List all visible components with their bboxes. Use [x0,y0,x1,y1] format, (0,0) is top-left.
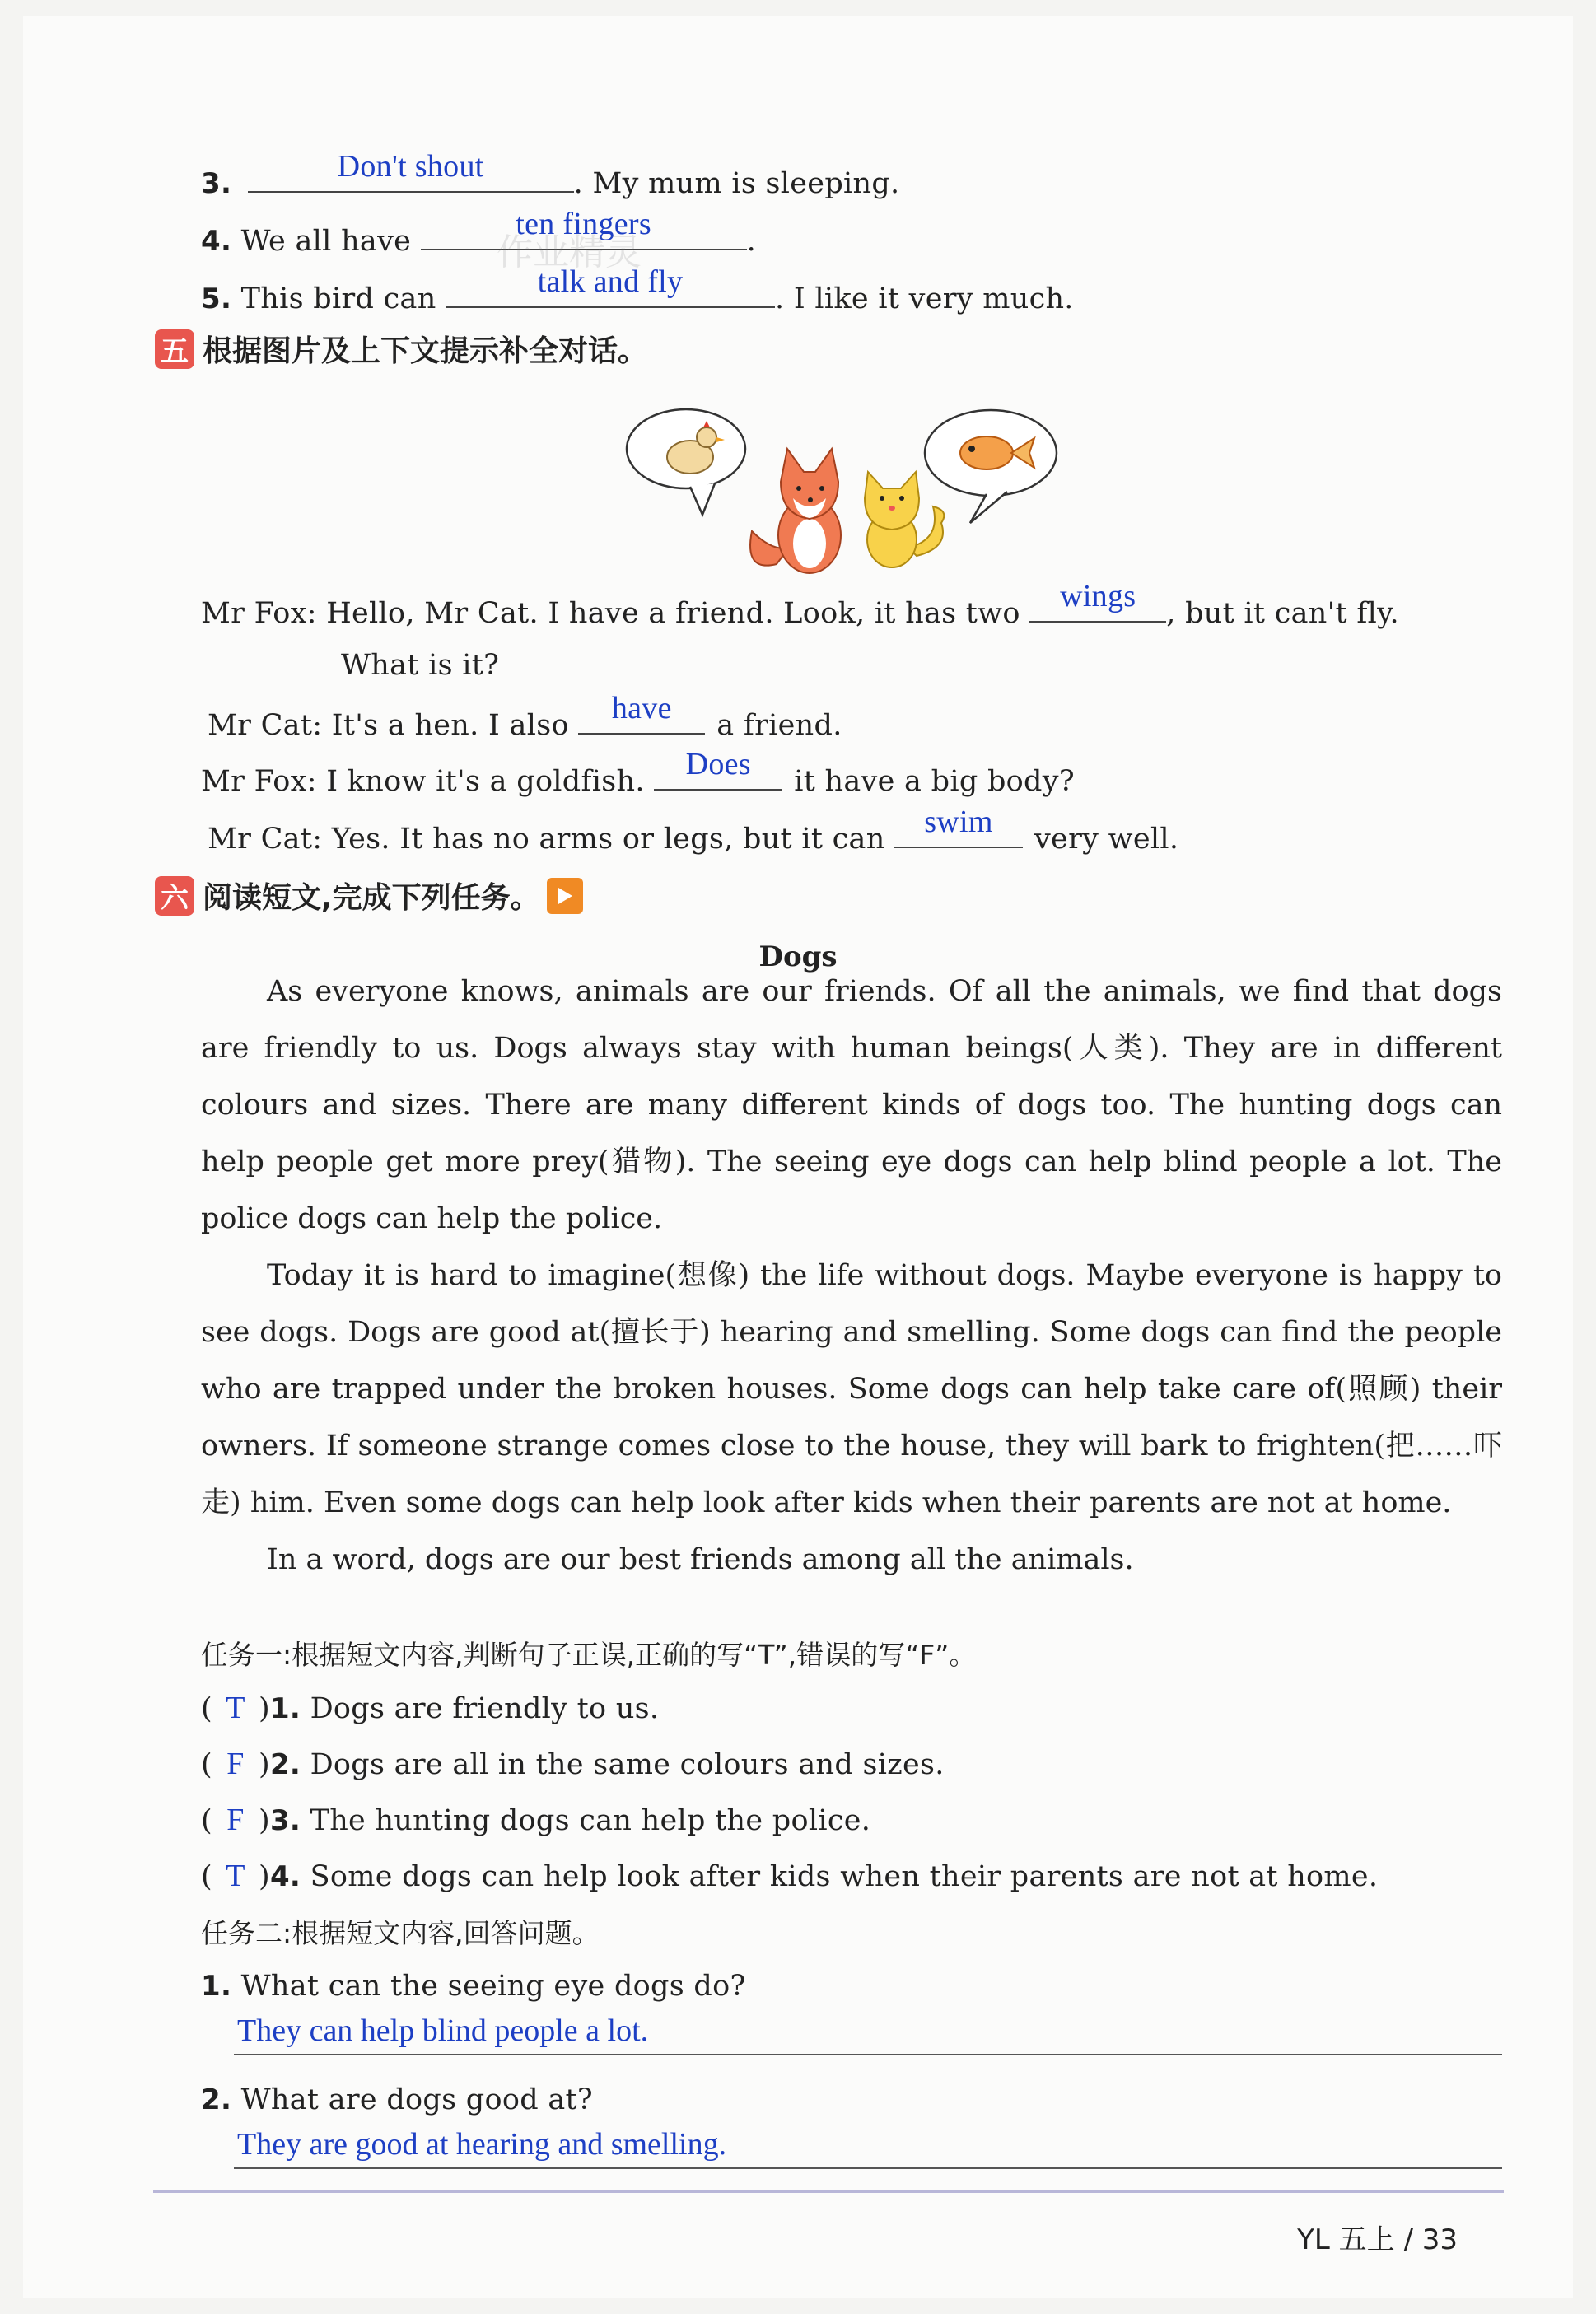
watermark: 作业精灵 [497,231,642,273]
question-2: 2. What are dogs good at? [201,2083,593,2116]
handwritten-answer: wings [1060,579,1136,613]
tf-item-4: ( T )4. Some dogs can help look after kids when their parents are not at home. [201,1859,1379,1893]
fill-in-3: 3. Don't shout . My mum is sleeping. [201,149,900,200]
answer-blank[interactable] [654,747,782,791]
fox-character [750,449,841,573]
play-icon[interactable] [547,878,583,914]
worksheet-page [23,16,1573,2298]
passage-body [201,963,1502,1589]
answer-line-2[interactable] [234,2127,1502,2169]
answer-blank[interactable] [894,805,1023,848]
handwritten-answer: have [611,691,672,725]
section-5-header [155,328,647,370]
answer-blank[interactable] [578,691,705,735]
answer-blank[interactable] [446,264,775,308]
dialogue-line-2: Mr Cat: It's a hen. I also have a friend. [208,691,842,742]
handwritten-answer: They can help blind people a lot. [237,2013,649,2048]
section-6-title: 阅读短文,完成下列任务。 [203,881,540,915]
question-1: 1. What can the seeing eye dogs do? [201,1970,746,2003]
tf-answer[interactable]: F [226,1747,245,1781]
hen-thought-bubble [627,409,745,515]
handwritten-answer: swim [924,805,993,839]
tf-answer[interactable]: T [226,1859,245,1893]
handwritten-answer: Does [685,747,751,781]
answer-line-1[interactable] [234,2013,1502,2055]
dialogue-line-3: Mr Fox: I know it's a goldfish. Does it have a big body? [201,747,1075,798]
section-5-badge: 五 [155,329,194,369]
dialogue-line-1: Mr Fox: Hello, Mr Cat. I have a friend. Look, it has two wings , but it can't fly. [201,579,1399,630]
task-2-title: 任务二:根据短文内容,回答问题。 [201,1917,600,1949]
answer-blank[interactable] [248,149,574,193]
handwritten-answer: talk and fly [537,264,684,299]
fill-in-4: 4. We all have ten fingers . [201,207,757,258]
handwritten-answer: They are good at hearing and smelling. [237,2127,727,2162]
tf-answer[interactable]: F [226,1803,245,1837]
footer-divider [153,2190,1504,2193]
answer-blank[interactable] [1029,579,1166,623]
section-6-header [155,875,583,917]
cat-character [865,472,944,567]
dialogue-line-1-cont: What is it? [341,649,500,682]
tf-answer[interactable]: T [226,1691,245,1725]
passage-paragraph-2: Today it is hard to imagine(想像) the life without dogs. Maybe everyone is happy to see dogs. Dogs are good at(擅长于) hearing and smelling. Some dogs can find the people who are trapped under the broken houses. Some dogs can help take care of(照顾) their owners. If someone strange comes close to the house, they will bark to frighten(把……吓走) him. Even some dogs can help look after kids when their parents are not at home. [201,1259,1502,1519]
page-number: YL 五上 / 33 [1297,2223,1458,2256]
tf-item-3: ( F )3. The hunting dogs can help the police. [201,1803,871,1837]
passage-paragraph-3: In a word, dogs are our best friends among all the animals. [267,1543,1134,1576]
handwritten-answer: ten fingers [516,207,651,241]
fox-cat-illustration [624,391,1085,589]
section-5-title: 根据图片及上下文提示补全对话。 [203,334,648,368]
task-1-title: 任务一:根据短文内容,判断句子正误,正确的写“T”,错误的写“F”。 [201,1639,977,1671]
tf-item-1: ( T )1. Dogs are friendly to us. [201,1691,660,1725]
fill-in-5: 5. This bird can talk and fly . I like it very much. [201,264,1074,315]
section-6-badge: 六 [155,876,194,916]
dialogue-line-4: Mr Cat: Yes. It has no arms or legs, but it can swim very well. [208,805,1179,856]
passage-title: Dogs [758,940,838,973]
goldfish-thought-bubble [925,410,1057,523]
handwritten-answer: Don't shout [337,149,484,184]
tf-item-2: ( F )2. Dogs are all in the same colours and sizes. [201,1747,945,1781]
passage-paragraph-1: As everyone knows, animals are our friends. Of all the animals, we find that dogs are friendly to us. Dogs always stay with human beings(人类). They are in different colours and sizes. There are many different kinds of dogs too. The hunting dogs can help people get more prey(猎物). The seeing eye dogs can help blind people a lot. The police dogs can help the police. [201,975,1502,1235]
